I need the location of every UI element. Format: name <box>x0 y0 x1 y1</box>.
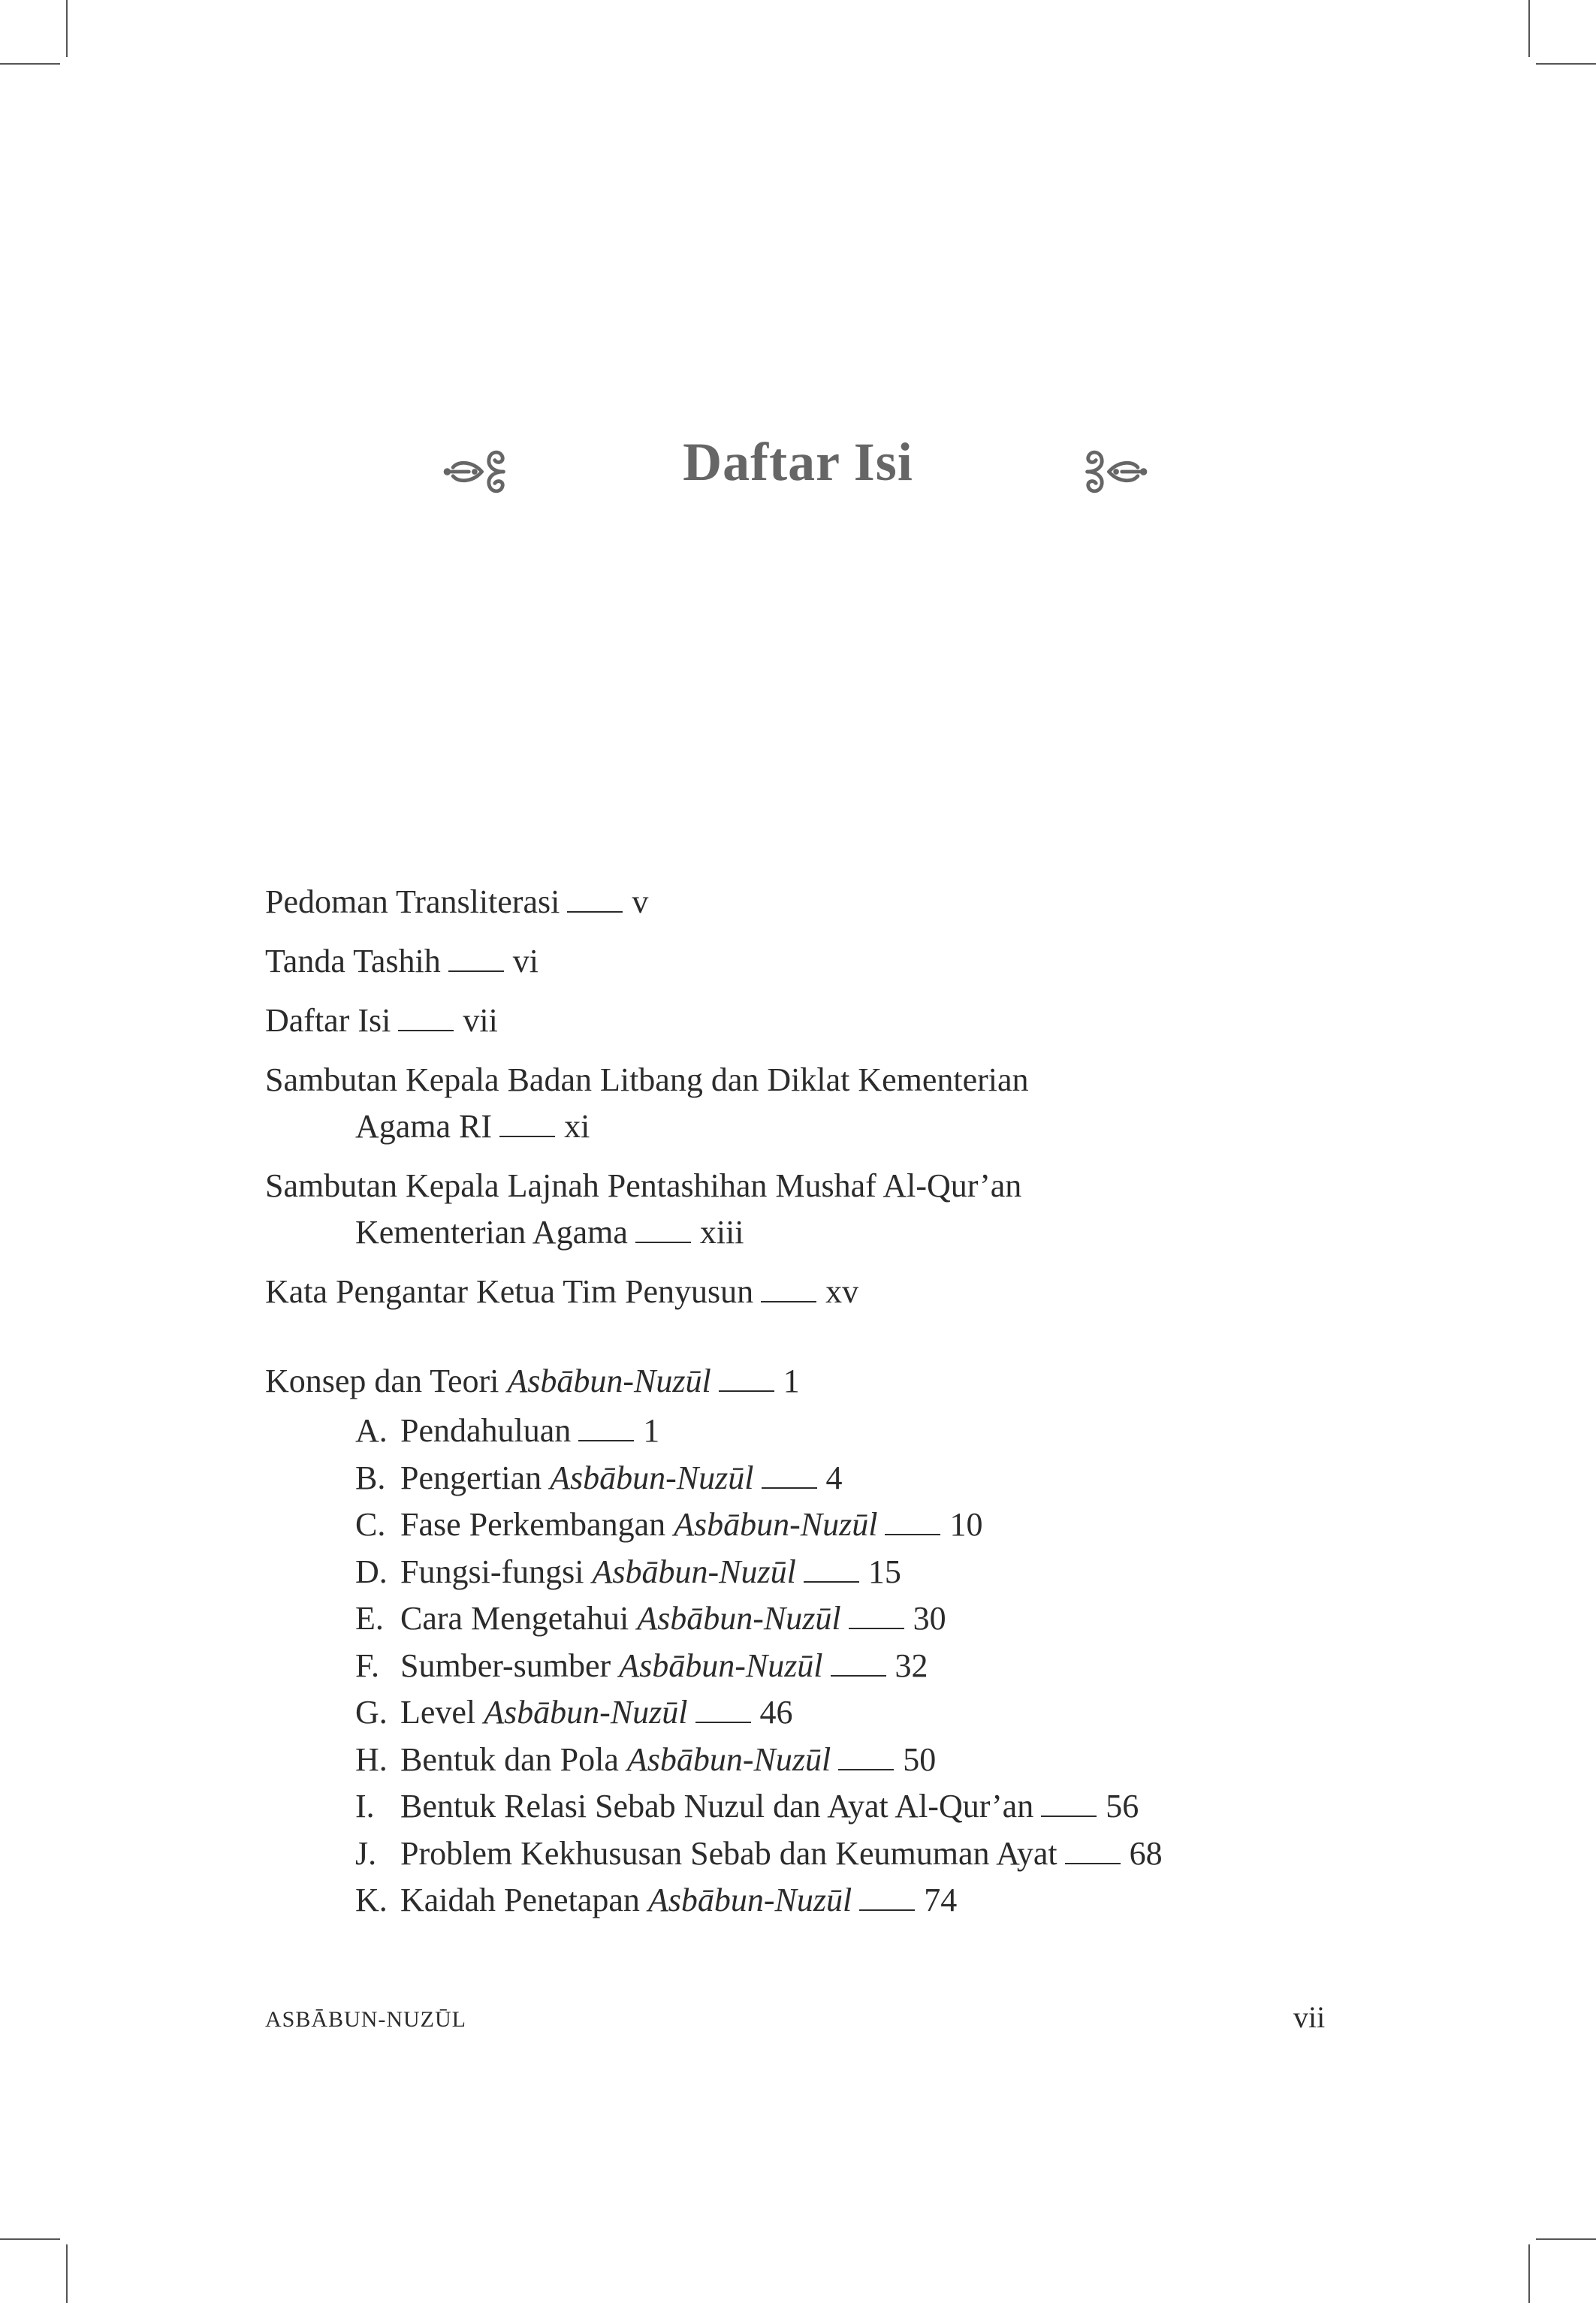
toc-page-number: xv <box>825 1273 859 1310</box>
toc-entry[interactable] <box>265 998 1332 1044</box>
leader-blank <box>448 943 504 972</box>
toc-page-number: 56 <box>1106 1788 1139 1825</box>
toc-page-number: 1 <box>643 1412 660 1449</box>
subsection-letter: E. <box>355 1600 384 1637</box>
toc-subsection[interactable] <box>355 1689 1332 1737</box>
crop-mark <box>1528 2244 1530 2303</box>
toc-page-number: 74 <box>924 1882 958 1918</box>
toc-chapter-title: Konsep dan Teori <box>265 1363 499 1399</box>
toc-subsection[interactable] <box>355 1737 1332 1784</box>
toc-page-number: 1 <box>783 1363 800 1399</box>
toc-page-number: 4 <box>825 1459 843 1496</box>
toc-page-number: 68 <box>1129 1834 1163 1872</box>
subsection-term: Asbābun-Nuzūl <box>674 1506 878 1543</box>
page-number: vii <box>1293 2000 1326 2034</box>
subsection-letter: B. <box>355 1459 386 1496</box>
subsection-term: Asbābun-Nuzūl <box>550 1459 754 1496</box>
leader-blank <box>567 884 623 913</box>
toc-entry[interactable] <box>265 1269 1332 1315</box>
toc-page-number: 32 <box>895 1647 928 1684</box>
subsection-term: Asbābun-Nuzūl <box>619 1647 823 1684</box>
subsection-title: Fase Perkembangan <box>400 1506 674 1543</box>
toc-page-number: 30 <box>913 1600 946 1637</box>
leader-blank <box>804 1554 859 1583</box>
toc-subsection[interactable] <box>355 1502 1332 1549</box>
toc-chapter-term: Asbābun-Nuzūl <box>507 1363 711 1399</box>
toc-entry[interactable] <box>265 938 1332 985</box>
crop-mark <box>1536 2238 1596 2240</box>
toc-page-number: xiii <box>699 1214 744 1251</box>
leader-blank <box>831 1648 886 1677</box>
subsection-letter: K. <box>355 1882 388 1918</box>
toc-page-number: 46 <box>759 1694 793 1731</box>
subsection-title: Kaidah Penetapan <box>400 1882 648 1918</box>
toc-page-number: 10 <box>949 1506 983 1543</box>
subsection-letter: C. <box>355 1506 386 1543</box>
toc-entry[interactable] <box>265 1057 1332 1150</box>
toc-entry[interactable] <box>265 1163 1332 1256</box>
toc-chapter[interactable] <box>265 1358 1332 1405</box>
toc-entry-title-continued: Agama RI <box>355 1108 493 1145</box>
table-of-contents <box>265 879 1332 1924</box>
crop-mark <box>1528 0 1530 57</box>
page-title: Daftar Isi <box>683 432 913 492</box>
leader-blank <box>859 1882 915 1911</box>
toc-page-number: 50 <box>903 1740 937 1778</box>
subsection-term: Asbābun-Nuzūl <box>626 1740 831 1778</box>
subsection-title: Bentuk Relasi Sebab Nuzul dan Ayat Al-Qur’an <box>400 1788 1034 1825</box>
toc-entry-title: Sambutan Kepala Lajnah Pentashihan Mushaf Al-Qur’an <box>265 1167 1022 1204</box>
crop-mark <box>0 63 60 65</box>
toc-subsection[interactable] <box>355 1455 1332 1502</box>
toc-subsection[interactable] <box>355 1408 1332 1455</box>
toc-subsection-list <box>265 1408 1332 1924</box>
running-title: ASBĀBUN-NUZŪL <box>265 2007 466 2032</box>
subsection-letter: D. <box>355 1553 388 1590</box>
subsection-term: Asbābun-Nuzūl <box>637 1600 841 1637</box>
subsection-letter: H. <box>355 1740 388 1778</box>
crop-mark <box>66 2244 68 2303</box>
leader-blank <box>398 1003 454 1031</box>
leader-blank <box>695 1695 751 1723</box>
toc-entry-title: Pedoman Transliterasi <box>265 883 560 920</box>
toc-subsection[interactable] <box>355 1877 1332 1924</box>
leader-blank <box>635 1215 691 1243</box>
toc-entry-title: Kata Pengantar Ketua Tim Penyusun <box>265 1273 754 1310</box>
toc-subsection[interactable] <box>355 1831 1332 1878</box>
subsection-title: Sumber-sumber <box>400 1647 620 1684</box>
flourish-ornament-icon <box>1082 436 1154 508</box>
subsection-title: Problem Kekhususan Sebab dan Keumuman Ayat <box>400 1834 1057 1872</box>
leader-blank <box>849 1601 904 1629</box>
leader-blank <box>578 1413 634 1441</box>
toc-entry-title: Daftar Isi <box>265 1002 391 1039</box>
subsection-title: Cara Mengetahui <box>400 1600 638 1637</box>
toc-subsection[interactable] <box>355 1549 1332 1596</box>
subsection-title: Level <box>400 1694 484 1731</box>
toc-page-number: vi <box>512 943 539 979</box>
subsection-title: Fungsi-fungsi <box>400 1553 593 1590</box>
toc-entry[interactable] <box>265 879 1332 925</box>
toc-page-number: vii <box>463 1002 498 1039</box>
subsection-letter: I. <box>355 1788 375 1825</box>
leader-blank <box>1065 1836 1121 1864</box>
toc-subsection[interactable] <box>355 1595 1332 1643</box>
subsection-title: Pendahuluan <box>400 1412 572 1449</box>
toc-page-number: xi <box>564 1108 590 1145</box>
leader-blank <box>499 1109 555 1137</box>
leader-blank <box>761 1274 816 1302</box>
leader-blank <box>762 1460 817 1489</box>
subsection-term: Asbābun-Nuzūl <box>647 1882 852 1918</box>
subsection-term: Asbābun-Nuzūl <box>484 1694 688 1731</box>
subsection-title: Pengertian <box>400 1459 551 1496</box>
toc-subsection[interactable] <box>355 1643 1332 1690</box>
toc-entry-title-continued: Kementerian Agama <box>355 1214 628 1251</box>
title-row <box>0 421 1596 503</box>
crop-mark <box>0 2238 60 2240</box>
subsection-title: Bentuk dan Pola <box>400 1740 627 1778</box>
leader-blank <box>885 1507 940 1535</box>
toc-subsection[interactable] <box>355 1783 1332 1831</box>
leader-blank <box>838 1742 894 1770</box>
leader-blank <box>1041 1788 1097 1817</box>
toc-entry-title: Tanda Tashih <box>265 943 441 979</box>
leader-blank <box>719 1363 774 1392</box>
toc-page-number: v <box>632 883 649 920</box>
subsection-letter: A. <box>355 1412 388 1449</box>
toc-entry-title: Sambutan Kepala Badan Litbang dan Diklat Kementerian <box>265 1061 1029 1098</box>
crop-mark <box>1536 63 1596 65</box>
subsection-letter: F. <box>355 1647 379 1684</box>
toc-page-number: 15 <box>867 1553 901 1590</box>
subsection-term: Asbābun-Nuzūl <box>592 1553 796 1590</box>
subsection-letter: G. <box>355 1694 388 1731</box>
subsection-letter: J. <box>355 1834 377 1872</box>
crop-mark <box>66 0 68 57</box>
